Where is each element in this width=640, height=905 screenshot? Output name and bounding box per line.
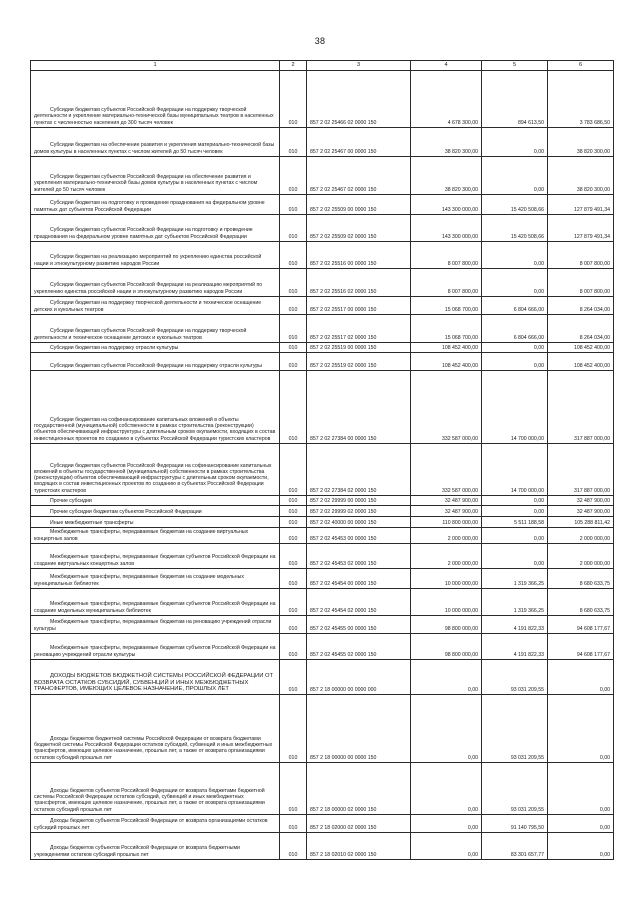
row-line-code: 010 <box>280 763 307 815</box>
row-name <box>31 569 280 589</box>
row-name-text: Доходы бюджетов субъектов Российской Федерации от возврата бюджетами бюджетной системы Российской Федерации остатков субсидий, субвенций и иных межбюджетных трансфертов, имеющих целевое назначение, прошлых лет, а также от возврата организациями остатков субсидий прошлых лет <box>34 787 265 813</box>
row-name <box>31 616 280 634</box>
table-row <box>31 315 614 343</box>
row-name-text: Доходы бюджетов субъектов Российской Федерации от возврата организациями остатков субсидий прошлых лет <box>34 818 268 831</box>
row-line-code: 010 <box>280 315 307 343</box>
row-name-text: Межбюджетные трансферты, передаваемые бюджетам на реновацию учреждений отрасли культуры <box>34 619 272 632</box>
row-budget-code: 857 2 02 25517 00 0000 150 <box>307 297 411 315</box>
table-row <box>31 517 614 528</box>
row-approved-amount: 0,00 <box>411 815 482 833</box>
row-approved-amount: 10 000 000,00 <box>411 569 482 589</box>
column-number: 3 <box>307 61 411 71</box>
row-approved-amount: 4 678 300,00 <box>411 71 482 128</box>
row-unexecuted-amount: 32 487 900,00 <box>548 496 614 506</box>
row-unexecuted-amount: 127 879 491,34 <box>548 215 614 242</box>
row-budget-code: 857 2 02 45454 00 0000 150 <box>307 569 411 589</box>
row-name-text: Иные межбюджетные трансферты <box>50 519 134 526</box>
row-executed-amount: 93 031 209,55 <box>482 660 548 695</box>
row-name <box>31 371 280 444</box>
row-budget-code: 857 2 02 25516 00 0000 150 <box>307 242 411 269</box>
row-budget-code: 857 2 02 45454 02 0000 150 <box>307 589 411 616</box>
table-row <box>31 269 614 297</box>
row-approved-amount: 32 487 900,00 <box>411 496 482 506</box>
row-unexecuted-amount: 8 264 034,00 <box>548 297 614 315</box>
table-row <box>31 528 614 544</box>
table-row <box>31 496 614 506</box>
row-name-text: ДОХОДЫ БЮДЖЕТОВ БЮДЖЕТНОЙ СИСТЕМЫ РОССИЙСКОЙ ФЕДЕРАЦИИ ОТ ВОЗВРАТА ОСТАТКОВ СУБСИДИЙ, СУБВЕНЦИЙ И ИНЫХ МЕЖБЮДЖЕТНЫХ ТРАНСФЕРТОВ, ИМЕЮЩИХ ЦЕЛЕВОЕ НАЗНАЧЕНИЕ, ПРОШЛЫХ ЛЕТ <box>34 673 274 693</box>
row-name <box>31 315 280 343</box>
row-budget-code: 857 2 02 27384 02 0000 150 <box>307 444 411 496</box>
row-approved-amount: 38 820 300,00 <box>411 128 482 157</box>
table-row <box>31 195 614 215</box>
row-approved-amount: 108 452 400,00 <box>411 353 482 371</box>
row-unexecuted-amount: 94 608 177,67 <box>548 634 614 660</box>
row-unexecuted-amount: 38 820 300,00 <box>548 157 614 195</box>
row-budget-code: 857 2 18 02000 02 0000 150 <box>307 815 411 833</box>
row-executed-amount: 0,00 <box>482 496 548 506</box>
row-approved-amount: 2 000 000,00 <box>411 544 482 569</box>
row-budget-code: 857 2 02 45453 00 0000 150 <box>307 528 411 544</box>
row-approved-amount: 0,00 <box>411 695 482 763</box>
page-number: 38 <box>314 36 326 46</box>
row-unexecuted-amount: 0,00 <box>548 833 614 860</box>
row-executed-amount: 1 319 366,25 <box>482 569 548 589</box>
row-unexecuted-amount: 94 608 177,67 <box>548 616 614 634</box>
row-budget-code: 857 2 02 25466 02 0000 150 <box>307 71 411 128</box>
row-name <box>31 833 280 860</box>
row-line-code: 010 <box>280 353 307 371</box>
row-line-code: 010 <box>280 544 307 569</box>
row-unexecuted-amount: 8 680 633,75 <box>548 569 614 589</box>
row-name-text: Прочие субсидии <box>50 497 92 504</box>
row-name <box>31 660 280 695</box>
column-number: 6 <box>548 61 614 71</box>
row-approved-amount: 32 487 900,00 <box>411 506 482 517</box>
row-approved-amount: 98 800 000,00 <box>411 634 482 660</box>
row-executed-amount: 0,00 <box>482 343 548 353</box>
row-line-code: 010 <box>280 269 307 297</box>
row-line-code: 010 <box>280 695 307 763</box>
row-approved-amount: 0,00 <box>411 660 482 695</box>
row-unexecuted-amount: 8 007 800,00 <box>548 269 614 297</box>
table-row <box>31 157 614 195</box>
row-executed-amount: 83 301 657,77 <box>482 833 548 860</box>
row-name <box>31 343 280 353</box>
row-line-code: 010 <box>280 634 307 660</box>
row-executed-amount: 4 191 822,33 <box>482 634 548 660</box>
row-line-code: 010 <box>280 444 307 496</box>
row-line-code: 010 <box>280 128 307 157</box>
column-number: 4 <box>411 61 482 71</box>
row-budget-code: 857 2 02 27384 00 0000 150 <box>307 371 411 444</box>
row-budget-code: 857 2 02 25509 02 0000 150 <box>307 215 411 242</box>
row-name <box>31 215 280 242</box>
row-line-code: 010 <box>280 343 307 353</box>
table-row <box>31 353 614 371</box>
row-budget-code: 857 2 18 00000 00 0000 000 <box>307 660 411 695</box>
row-executed-amount: 0,00 <box>482 269 548 297</box>
row-executed-amount: 0,00 <box>482 544 548 569</box>
table-row <box>31 589 614 616</box>
row-approved-amount: 0,00 <box>411 833 482 860</box>
row-name <box>31 242 280 269</box>
row-unexecuted-amount: 2 000 000,00 <box>548 544 614 569</box>
table-row <box>31 544 614 569</box>
row-budget-code: 857 2 18 02010 02 0000 150 <box>307 833 411 860</box>
row-line-code: 010 <box>280 215 307 242</box>
row-name <box>31 634 280 660</box>
row-name-text: Межбюджетные трансферты, передаваемые бюджетам на создание виртуальных концертных залов <box>34 529 249 542</box>
row-line-code: 010 <box>280 569 307 589</box>
row-approved-amount: 108 452 400,00 <box>411 343 482 353</box>
column-number-row <box>31 61 614 71</box>
table-row <box>31 128 614 157</box>
table-row <box>31 71 614 128</box>
row-unexecuted-amount: 38 820 300,00 <box>548 128 614 157</box>
row-name-text: Субсидии бюджетам на поддержку творческой деятельности и техническое оснащение детских и кукольных театров <box>34 300 262 313</box>
row-unexecuted-amount: 0,00 <box>548 695 614 763</box>
table-row <box>31 343 614 353</box>
row-name-text: Доходы бюджетов субъектов Российской Федерации от возврата бюджетными учреждениями остатков субсидий прошлых лет <box>34 845 240 858</box>
row-approved-amount: 98 800 000,00 <box>411 616 482 634</box>
row-budget-code: 857 2 02 29999 00 0000 150 <box>307 496 411 506</box>
row-budget-code: 857 2 02 45455 02 0000 150 <box>307 634 411 660</box>
row-approved-amount: 38 820 300,00 <box>411 157 482 195</box>
row-executed-amount: 15 420 508,66 <box>482 195 548 215</box>
row-budget-code: 857 2 02 25467 02 0000 150 <box>307 157 411 195</box>
row-unexecuted-amount: 3 783 686,50 <box>548 71 614 128</box>
row-approved-amount: 15 068 700,00 <box>411 297 482 315</box>
row-unexecuted-amount: 0,00 <box>548 660 614 695</box>
row-unexecuted-amount: 8 007 800,00 <box>548 242 614 269</box>
row-approved-amount: 2 000 000,00 <box>411 528 482 544</box>
row-name-text: Субсидии бюджетам субъектов Российской Федерации на поддержку творческой деятельности и техническое оснащение детских и кукольных театров <box>34 328 247 341</box>
row-unexecuted-amount: 108 452 400,00 <box>548 343 614 353</box>
row-executed-amount: 6 804 666,00 <box>482 315 548 343</box>
row-executed-amount: 0,00 <box>482 528 548 544</box>
table-row <box>31 506 614 517</box>
row-budget-code: 857 2 02 45453 02 0000 150 <box>307 544 411 569</box>
row-name <box>31 444 280 496</box>
row-approved-amount: 332 587 000,00 <box>411 371 482 444</box>
row-approved-amount: 143 300 000,00 <box>411 215 482 242</box>
row-executed-amount: 5 511 188,58 <box>482 517 548 528</box>
row-line-code: 010 <box>280 195 307 215</box>
row-unexecuted-amount: 127 879 491,34 <box>548 195 614 215</box>
row-approved-amount: 0,00 <box>411 763 482 815</box>
row-unexecuted-amount: 317 887 000,00 <box>548 371 614 444</box>
row-budget-code: 857 2 02 25519 00 0000 150 <box>307 343 411 353</box>
row-executed-amount: 0,00 <box>482 157 548 195</box>
row-approved-amount: 10 000 000,00 <box>411 589 482 616</box>
row-name-text: Прочие субсидии бюджетам субъектов Российской Федерации <box>50 508 202 515</box>
row-executed-amount: 14 700 000,00 <box>482 371 548 444</box>
row-name-text: Межбюджетные трансферты, передаваемые бюджетам на создание модельных муниципальных библиотек <box>34 574 244 587</box>
row-budget-code: 857 2 18 00000 00 0000 150 <box>307 695 411 763</box>
row-approved-amount: 332 587 000,00 <box>411 444 482 496</box>
row-name <box>31 815 280 833</box>
table-row <box>31 763 614 815</box>
row-name-text: Субсидии бюджетам субъектов Российской Федерации на поддержку отрасли культуры <box>50 362 263 369</box>
row-line-code: 010 <box>280 815 307 833</box>
row-name-text: Субсидии бюджетам субъектов Российской Федерации на поддержку творческой деятельности и укрепление материально-технической базы муниципальных театров в населенных пунктах с численностью населения до 300 тысяч человек <box>34 107 274 126</box>
row-unexecuted-amount: 317 887 000,00 <box>548 444 614 496</box>
row-budget-code: 857 2 02 45455 00 0000 150 <box>307 616 411 634</box>
row-name <box>31 496 280 506</box>
row-executed-amount: 0,00 <box>482 242 548 269</box>
row-line-code: 010 <box>280 371 307 444</box>
row-line-code: 010 <box>280 528 307 544</box>
row-name <box>31 71 280 128</box>
row-budget-code: 857 2 02 25516 02 0000 150 <box>307 269 411 297</box>
table-row <box>31 695 614 763</box>
row-name-text: Межбюджетные трансферты, передаваемые бюджетам субъектов Российской Федерации на создание модельных муниципальных библиотек <box>34 601 276 614</box>
row-approved-amount: 15 068 700,00 <box>411 315 482 343</box>
row-executed-amount: 0,00 <box>482 128 548 157</box>
row-name-text: Субсидии бюджетам субъектов Российской Федерации на софинансирование капитальных вложений в объекты государственной (муниципальной) собственности в рамках строительства (реконструкции) объектов обеспечивающей инфраструктуры с длительным сроком окупаемости, входящих в состав инвестиционных проектов по созданию в субъектах Российской Федерации туристских кластеров <box>34 462 272 494</box>
row-approved-amount: 143 300 000,00 <box>411 195 482 215</box>
row-unexecuted-amount: 0,00 <box>548 763 614 815</box>
row-line-code: 010 <box>280 71 307 128</box>
table-row <box>31 634 614 660</box>
table-row <box>31 371 614 444</box>
row-executed-amount: 14 700 000,00 <box>482 444 548 496</box>
row-line-code: 010 <box>280 589 307 616</box>
table-row <box>31 444 614 496</box>
row-line-code: 010 <box>280 833 307 860</box>
revenue-table <box>30 60 614 860</box>
row-line-code: 010 <box>280 242 307 269</box>
row-unexecuted-amount: 32 487 900,00 <box>548 506 614 517</box>
row-name-text: Межбюджетные трансферты, передаваемые бюджетам субъектов Российской Федерации на создание виртуальных концертных залов <box>34 554 276 567</box>
row-name <box>31 517 280 528</box>
row-approved-amount: 110 800 000,00 <box>411 517 482 528</box>
row-line-code: 010 <box>280 297 307 315</box>
row-executed-amount: 6 804 666,00 <box>482 297 548 315</box>
table-row <box>31 616 614 634</box>
row-name-text: Доходы бюджетов бюджетной системы Российской Федерации от возврата бюджетами бюджетной системы Российской Федерации остатков субсидий, субвенций и иных межбюджетных трансфертов, имеющих целевое назначение, прошлых лет, а также от возврата организациями остатков субсидий прошлых лет <box>34 735 273 761</box>
row-name-text: Субсидии бюджетам на софинансирование капитальных вложений в объекты государственной (муниципальной) собственности в рамках строительства (реконструкции) объектов обеспечивающей инфраструктуры с длительным сроком окупаемости, входящих в состав инвестиционных проектов по созданию в субъектах Российской Федерации туристских кластеров <box>34 416 276 442</box>
row-name <box>31 528 280 544</box>
row-name <box>31 544 280 569</box>
table-row <box>31 569 614 589</box>
table-row <box>31 215 614 242</box>
row-executed-amount: 93 031 209,55 <box>482 695 548 763</box>
row-line-code: 010 <box>280 660 307 695</box>
row-name-text: Субсидии бюджетам на обеспечение развития и укрепления материально-технической базы домов культуры в населенных пунктах с числом жителей до 50 тысяч человек <box>34 142 275 155</box>
row-name <box>31 157 280 195</box>
row-budget-code: 857 2 02 40000 00 0000 150 <box>307 517 411 528</box>
row-line-code: 010 <box>280 517 307 528</box>
row-name <box>31 763 280 815</box>
table-row <box>31 660 614 695</box>
row-name-text: Субсидии бюджетам на подготовку и проведение празднования на федеральном уровне памятных дат субъектов Российской Федерации <box>34 200 265 213</box>
row-name-text: Межбюджетные трансферты, передаваемые бюджетам субъектов Российской Федерации на реновацию учреждений отрасли культуры <box>34 645 276 658</box>
row-executed-amount: 91 140 795,50 <box>482 815 548 833</box>
row-budget-code: 857 2 02 25519 02 0000 150 <box>307 353 411 371</box>
row-line-code: 010 <box>280 506 307 517</box>
row-name <box>31 269 280 297</box>
row-budget-code: 857 2 18 00000 02 0000 150 <box>307 763 411 815</box>
row-executed-amount: 4 191 822,33 <box>482 616 548 634</box>
row-name-text: Субсидии бюджетам на поддержку отрасли культуры <box>50 344 179 351</box>
table-row <box>31 297 614 315</box>
row-line-code: 010 <box>280 616 307 634</box>
row-name <box>31 297 280 315</box>
row-name-text: Субсидии бюджетам на реализацию мероприятий по укреплению единства российской нации и этнокультурному развитию народов России <box>34 254 262 267</box>
row-line-code: 010 <box>280 496 307 506</box>
column-number: 1 <box>31 61 280 71</box>
row-unexecuted-amount: 8 264 034,00 <box>548 315 614 343</box>
row-name-text: Субсидии бюджетам субъектов Российской Федерации на реализацию мероприятий по укреплению единства российской нации и этнокультурному развитию народов России <box>34 282 263 295</box>
row-executed-amount: 15 420 508,66 <box>482 215 548 242</box>
row-name <box>31 589 280 616</box>
row-name <box>31 695 280 763</box>
row-approved-amount: 8 007 800,00 <box>411 269 482 297</box>
row-name <box>31 195 280 215</box>
column-number: 2 <box>280 61 307 71</box>
row-name <box>31 128 280 157</box>
row-budget-code: 857 2 02 25517 02 0000 150 <box>307 315 411 343</box>
table-row <box>31 833 614 860</box>
row-budget-code: 857 2 02 25467 00 0000 150 <box>307 128 411 157</box>
row-approved-amount: 8 007 800,00 <box>411 242 482 269</box>
row-unexecuted-amount: 108 452 400,00 <box>548 353 614 371</box>
row-name <box>31 353 280 371</box>
row-name-text: Субсидии бюджетам субъектов Российской Федерации на подготовку и проведение празднования на федеральном уровне памятных дат субъектов Российской Федерации <box>34 227 253 240</box>
row-executed-amount: 894 613,50 <box>482 71 548 128</box>
row-budget-code: 857 2 02 29999 02 0000 150 <box>307 506 411 517</box>
row-name-text: Субсидии бюджетам субъектов Российской Федерации на обеспечение развития и укрепления материально-технической базы домов культуры в населенных пунктах с числом жителей до 50 тысяч человек <box>34 174 258 193</box>
row-unexecuted-amount: 8 680 633,75 <box>548 589 614 616</box>
table-row <box>31 815 614 833</box>
row-executed-amount: 0,00 <box>482 353 548 371</box>
row-line-code: 010 <box>280 157 307 195</box>
row-executed-amount: 93 031 209,55 <box>482 763 548 815</box>
row-unexecuted-amount: 0,00 <box>548 815 614 833</box>
row-budget-code: 857 2 02 25509 00 0000 150 <box>307 195 411 215</box>
row-unexecuted-amount: 2 000 000,00 <box>548 528 614 544</box>
row-executed-amount: 0,00 <box>482 506 548 517</box>
row-unexecuted-amount: 105 288 811,42 <box>548 517 614 528</box>
column-number: 5 <box>482 61 548 71</box>
row-executed-amount: 1 319 366,25 <box>482 589 548 616</box>
row-name <box>31 506 280 517</box>
table-row <box>31 242 614 269</box>
